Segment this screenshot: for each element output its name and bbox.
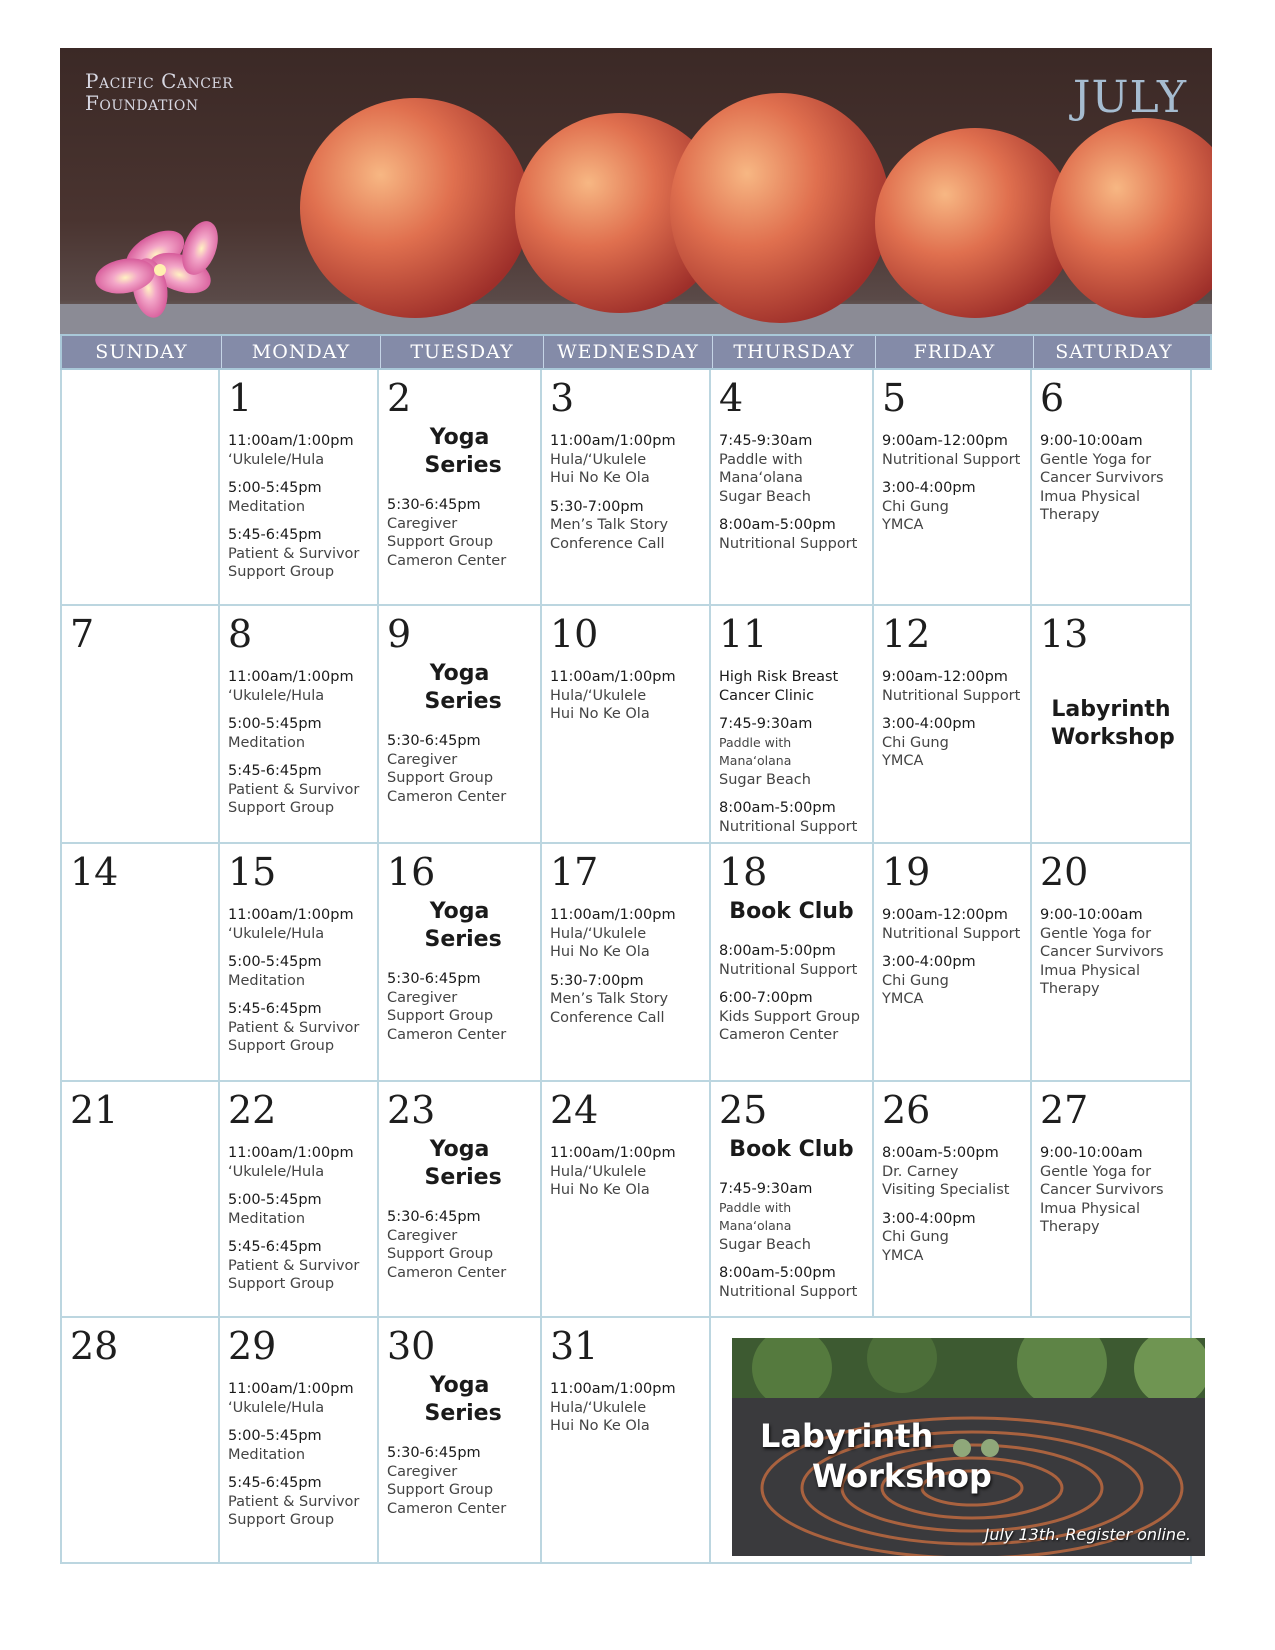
event-detail: Nutritional Support [719,818,858,835]
event-time: 3:00-4:00pm [882,716,976,732]
promo-title-line-1: Labyrinth [760,1417,934,1455]
highlight-event: Yoga Series [424,1137,502,1190]
event-detail: Gentle Yoga for [1040,451,1152,468]
event-time: 8:00am-5:00pm [882,1145,999,1161]
event-detail: YMCA [882,991,924,1007]
event-entry[interactable] [228,668,369,705]
event-detail: Hui No Ke Ola [550,1418,650,1434]
day-cell[interactable] [220,844,379,1082]
event-time: 11:00am/1:00pm [228,433,354,449]
event-detail: Chi Gung [882,734,949,751]
event-detail: Gentle Yoga for [1040,925,1152,942]
event-detail: Nutritional Support [719,535,858,552]
event-detail: Meditation [228,734,306,751]
event-detail: ‘Ukulele/Hula [228,451,325,468]
day-number: 11 [719,612,768,656]
event-detail: Hula/‘Ukulele [550,687,647,704]
event-time: 5:30-7:00pm [550,972,644,989]
event-time: 11:00am/1:00pm [550,669,676,685]
event-time: 11:00am/1:00pm [228,907,354,923]
event-entry[interactable] [387,970,532,1044]
day-number: 13 [1040,612,1089,656]
day-cell[interactable] [542,1082,711,1318]
day-number: 1 [228,376,253,420]
promo-note: July 13th. Register online. [984,1525,1191,1544]
event-entry[interactable] [719,516,864,553]
event-time: 5:45-6:45pm [228,1239,322,1255]
day-cell[interactable] [379,606,542,844]
day-number: 28 [70,1324,119,1368]
day-number: 3 [550,376,575,420]
event-time: 11:00am/1:00pm [550,907,676,923]
event-detail: Men’s Talk Story [550,517,669,533]
event-time: 9:00-10:00am [1040,1145,1143,1161]
event-entry[interactable] [228,1144,369,1181]
header-banner [60,48,1212,334]
event-detail: Support Group [228,1276,335,1292]
event-entry[interactable] [550,972,701,1028]
event-entry[interactable] [882,432,1022,469]
event-entry[interactable] [882,715,1022,771]
event-time: 5:00-5:45pm [228,954,322,970]
day-number: 7 [70,612,95,656]
event-detail: ‘Ukulele/Hula [228,687,325,704]
day-number: 22 [228,1088,277,1132]
event-detail: Therapy [1040,1219,1100,1235]
event-entry[interactable] [719,989,864,1045]
event-detail: Caregiver [387,1227,458,1244]
event-detail: Caregiver [387,1463,458,1480]
day-number: 31 [550,1324,599,1368]
event-detail: Imua Physical [1040,962,1141,979]
event-detail: Nutritional Support [882,451,1021,468]
event-time: High Risk Breast [719,669,839,685]
event-detail: Chi Gung [882,972,949,989]
event-detail: Paddle with Mana‘olana [719,1199,792,1233]
weekday-sunday: SUNDAY [62,336,222,368]
event-time: 5:00-5:45pm [228,480,322,496]
day-cell[interactable] [1032,370,1192,606]
event-time: 5:45-6:45pm [228,1001,322,1017]
event-entry[interactable] [550,668,701,724]
event-detail: Hui No Ke Ola [550,706,650,722]
event-detail: Cancer Clinic [719,687,815,704]
highlight-event: Yoga Series [424,899,502,952]
day-cell[interactable] [60,1082,220,1318]
event-time: 5:30-6:45pm [387,1445,481,1461]
event-time: 5:00-5:45pm [228,716,322,732]
event-time: 9:00am-12:00pm [882,433,1008,449]
event-time: 6:00-7:00pm [719,990,813,1006]
event-time: 7:45-9:30am [719,433,813,449]
organization-name [85,70,233,114]
event-detail: Support Group [228,564,335,580]
event-entry[interactable] [882,479,1022,535]
event-entry[interactable] [719,942,864,979]
event-entry[interactable] [882,906,1022,943]
event-detail: Hui No Ke Ola [550,944,650,960]
event-time: 11:00am/1:00pm [228,669,354,685]
event-detail: Imua Physical [1040,1200,1141,1217]
event-detail: Hula/‘Ukulele [550,1399,647,1416]
day-number: 24 [550,1088,599,1132]
day-cell[interactable] [874,1082,1032,1318]
event-detail: Sugar Beach [719,771,811,788]
event-detail: Hui No Ke Ola [550,470,650,486]
event-detail: Hui No Ke Ola [550,1182,650,1198]
highlight-event: Yoga Series [424,661,502,714]
event-detail: Sugar Beach [719,1236,811,1253]
event-entry[interactable] [228,1427,369,1464]
event-detail: Support Group [228,1038,335,1054]
month-title: JULY [1072,72,1187,123]
event-time: 9:00am-12:00pm [882,907,1008,923]
event-entry[interactable] [882,953,1022,1009]
weekday-header [60,334,1212,370]
event-detail: Patient & Survivor [228,781,360,798]
event-time: 5:45-6:45pm [228,1475,322,1491]
promo-title-line-2: Workshop [812,1457,992,1495]
featured-event: Labyrinth Workshop [1051,697,1175,750]
day-cell[interactable] [220,606,379,844]
event-entry[interactable] [550,1380,701,1436]
event-time: 8:00am-5:00pm [719,1265,836,1281]
event-time: 11:00am/1:00pm [550,1381,676,1397]
event-detail: Support Group [387,1008,494,1024]
day-number: 6 [1040,376,1065,420]
day-cell[interactable] [874,370,1032,606]
event-detail: Kids Support Group [719,1008,860,1025]
day-cell[interactable] [711,370,874,606]
day-number: 20 [1040,850,1089,894]
event-detail: Patient & Survivor [228,1257,360,1274]
weekday-monday: MONDAY [222,336,381,368]
event-detail: Hula/‘Ukulele [550,925,647,942]
event-detail: Hula/‘Ukulele [550,1163,647,1180]
event-time: 8:00am-5:00pm [719,943,836,959]
event-time: 5:30-6:45pm [387,733,481,749]
event-time: 11:00am/1:00pm [550,433,676,449]
day-number: 21 [70,1088,119,1132]
event-detail: Nutritional Support [719,1283,858,1300]
event-entry[interactable] [1040,906,1182,999]
day-number: 17 [550,850,599,894]
event-detail: Support Group [387,770,494,786]
day-cell[interactable] [542,606,711,844]
event-detail: Cameron Center [387,1500,507,1517]
labyrinth-promo [732,1338,1205,1556]
event-detail: Patient & Survivor [228,545,360,562]
event-detail: Cameron Center [387,1026,507,1043]
event-detail: YMCA [882,1247,924,1264]
day-number: 27 [1040,1088,1089,1132]
day-cell[interactable] [711,606,874,844]
day-cell[interactable] [874,606,1032,844]
day-cell[interactable] [220,1318,379,1564]
event-time: 9:00am-12:00pm [882,669,1008,685]
event-detail: Dr. Carney [882,1163,959,1180]
day-cell[interactable] [542,1318,711,1564]
day-cell[interactable] [220,370,379,606]
event-detail: Chi Gung [882,1229,949,1245]
event-time: 5:30-6:45pm [387,1209,481,1225]
event-entry[interactable] [719,1180,864,1254]
event-entry[interactable] [228,953,369,990]
event-detail: Support Group [228,800,335,816]
event-entry[interactable] [550,432,701,488]
event-entry[interactable] [228,479,369,516]
event-detail: ‘Ukulele/Hula [228,1399,325,1416]
event-time: 5:00-5:45pm [228,1428,322,1444]
day-number: 14 [70,850,119,894]
day-number: 19 [882,850,931,894]
event-entry[interactable] [228,1000,369,1056]
day-cell[interactable] [379,1318,542,1564]
day-cell[interactable] [1032,844,1192,1082]
event-time: 11:00am/1:00pm [228,1381,354,1397]
weekday-saturday: SATURDAY [1055,341,1173,363]
event-time: 11:00am/1:00pm [550,1145,676,1161]
day-cell[interactable] [60,1318,220,1564]
event-entry[interactable] [1040,432,1182,525]
event-detail: Hula/‘Ukulele [550,451,647,468]
event-detail: Therapy [1040,981,1100,997]
event-entry[interactable] [550,906,701,962]
event-detail: Men’s Talk Story [550,991,669,1007]
highlight-event: Book Club [729,1137,854,1162]
day-cell[interactable] [711,844,874,1082]
event-detail: Conference Call [550,1009,665,1026]
event-entry[interactable] [228,906,369,943]
event-entry[interactable] [719,799,864,836]
event-entry[interactable] [719,715,864,789]
event-entry[interactable] [387,732,532,806]
event-entry[interactable] [719,432,864,506]
event-detail: Support Group [387,1482,494,1498]
event-time: 9:00-10:00am [1040,433,1143,449]
event-entry[interactable] [228,762,369,818]
event-detail: Visiting Specialist [882,1182,1010,1198]
day-number: 30 [387,1324,436,1368]
day-cell[interactable] [542,370,711,606]
day-number: 26 [882,1088,931,1132]
event-detail: Meditation [228,1210,306,1227]
day-cell[interactable] [874,844,1032,1082]
event-detail: Gentle Yoga for [1040,1163,1152,1180]
org-line-2: Foundation [85,91,199,115]
event-time: 5:00-5:45pm [228,1192,322,1208]
day-number: 10 [550,612,599,656]
event-entry[interactable] [882,1144,1022,1200]
weekday-wednesday: WEDNESDAY [544,336,713,368]
event-entry[interactable] [228,526,369,582]
event-detail: YMCA [882,517,924,533]
event-detail: Support Group [228,1512,335,1528]
event-time: 7:45-9:30am [719,1181,813,1197]
event-time: 7:45-9:30am [719,716,813,732]
event-time: 5:45-6:45pm [228,763,322,779]
day-number: 15 [228,850,277,894]
weekday-tuesday: TUESDAY [381,336,544,368]
day-cell[interactable] [379,370,542,606]
event-detail: Cancer Survivors [1040,1182,1164,1198]
event-detail: Meditation [228,1446,306,1463]
event-detail: Meditation [228,498,306,515]
event-detail: Mana‘olana [719,470,803,486]
event-detail: ‘Ukulele/Hula [228,925,325,942]
day-number: 18 [719,850,768,894]
event-time: 5:30-6:45pm [387,971,481,987]
event-entry[interactable] [882,1210,1022,1266]
highlight-event: Yoga Series [424,1373,502,1426]
event-entry[interactable] [228,432,369,469]
day-cell[interactable] [542,844,711,1082]
day-cell[interactable] [60,606,220,844]
day-number: 9 [387,612,412,656]
day-cell[interactable] [60,844,220,1082]
event-detail: Patient & Survivor [228,1493,360,1510]
event-time: 5:45-6:45pm [228,527,322,543]
event-entry[interactable] [228,1191,369,1228]
event-detail: Chi Gung [882,498,949,515]
event-entry[interactable] [719,668,864,705]
day-number: 29 [228,1324,277,1368]
day-cell[interactable] [711,1082,874,1318]
day-number: 16 [387,850,436,894]
weekday-thursday: THURSDAY [713,336,876,368]
event-entry[interactable] [719,1264,864,1301]
event-time: 3:00-4:00pm [882,1210,976,1227]
event-entry[interactable] [228,1380,369,1417]
event-detail: Nutritional Support [882,925,1021,942]
org-line-1: Pacific Cancer [85,69,234,93]
day-cell[interactable] [1032,606,1192,844]
day-cell[interactable] [220,1082,379,1318]
event-detail: Cameron Center [387,788,507,805]
event-detail: Cancer Survivors [1040,944,1164,960]
event-time: 5:30-6:45pm [387,497,481,513]
day-number: 4 [719,376,744,420]
event-entry[interactable] [550,498,701,554]
event-entry[interactable] [228,1474,369,1530]
event-detail: Paddle with [719,451,803,468]
event-time: 5:30-7:00pm [550,498,644,515]
event-detail: Caregiver [387,751,458,768]
event-detail: Nutritional Support [719,961,858,978]
event-detail: ‘Ukulele/Hula [228,1163,325,1180]
event-entry[interactable] [1040,1144,1182,1237]
weekday-friday: FRIDAY [876,336,1034,368]
event-detail: Therapy [1040,507,1100,523]
day-cell[interactable] [379,1082,542,1318]
day-number: 23 [387,1088,436,1132]
event-time: 3:00-4:00pm [882,480,976,496]
event-detail: Paddle with Mana‘olana [719,734,792,768]
day-number: 5 [882,376,907,420]
highlight-event: Book Club [729,899,854,924]
event-entry[interactable] [228,715,369,752]
day-cell[interactable] [379,844,542,1082]
event-detail: Nutritional Support [882,687,1021,704]
day-number: 2 [387,376,412,420]
event-detail: Support Group [387,1246,494,1262]
event-entry[interactable] [228,1238,369,1294]
event-detail: Patient & Survivor [228,1019,360,1036]
event-time: 3:00-4:00pm [882,954,976,970]
event-entry[interactable] [550,1144,701,1200]
event-detail: Cameron Center [387,552,507,569]
day-number: 8 [228,612,253,656]
event-detail: Meditation [228,972,306,989]
event-detail: Conference Call [550,535,665,552]
event-detail: Imua Physical [1040,488,1141,505]
event-detail: YMCA [882,753,924,769]
event-time: 11:00am/1:00pm [228,1145,354,1161]
event-time: 9:00-10:00am [1040,907,1143,923]
event-entry[interactable] [387,1208,532,1282]
event-entry[interactable] [387,1444,532,1518]
event-entry[interactable] [387,496,532,570]
event-time: 8:00am-5:00pm [719,517,836,533]
event-detail: Cameron Center [719,1027,839,1043]
event-detail: Caregiver [387,989,458,1006]
day-cell[interactable] [60,370,220,606]
highlight-event: Yoga Series [424,425,502,478]
day-number: 12 [882,612,931,656]
day-number: 25 [719,1088,768,1132]
event-time: 8:00am-5:00pm [719,800,836,816]
event-detail: Sugar Beach [719,488,811,505]
event-detail: Support Group [387,534,494,550]
event-detail: Cameron Center [387,1264,507,1281]
event-detail: Cancer Survivors [1040,470,1164,486]
event-detail: Caregiver [387,515,458,532]
event-entry[interactable] [882,668,1022,705]
day-cell[interactable] [1032,1082,1192,1318]
